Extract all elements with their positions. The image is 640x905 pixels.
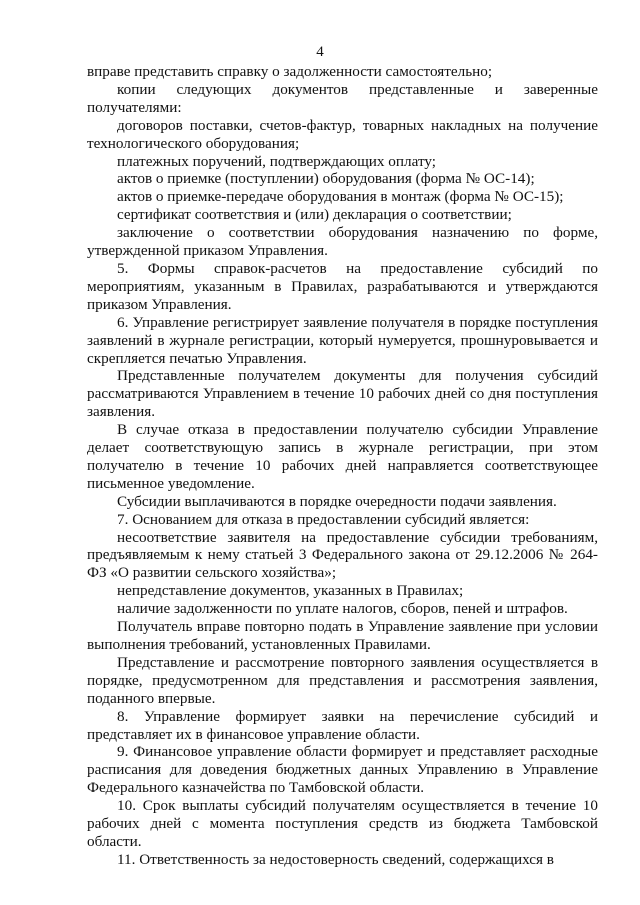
paragraph: Представленные получателем документы для получения субсидий рассматриваются Управлением в течение 10 рабочих дней со дня поступления заявления.	[87, 367, 598, 421]
paragraph: Представление и рассмотрение повторного заявления осуществляется в порядке, предусмотренном для представления и рассмотрения заявления, поданного впервые.	[87, 653, 598, 707]
paragraph: актов о приемке-передаче оборудования в монтаж (форма № ОС-15);	[117, 188, 564, 206]
paragraph: наличие задолженности по уплате налогов, сборов, пеней и штрафов.	[117, 600, 568, 618]
paragraph: 9. Финансовое управление области формирует и представляет расходные расписания для доведения бюджетных данных Управлению в Управление Федерального казначейства по Тамбовской области.	[87, 743, 598, 797]
paragraph: В случае отказа в предоставлении получателю субсидии Управление делает соответствующую запись в журнале регистрации, при этом получателю в течение 10 рабочих дней направляется соответствующее письменное уведомление.	[87, 421, 598, 492]
paragraph: несоответствие заявителя на предоставление субсидии требованиям, предъявляемым к нему статьей 3 Федерального закона от 29.12.2006 № 264-ФЗ «О развитии сельского хозяйства»;	[87, 528, 598, 582]
paragraph: заключение о соответствии оборудования назначению по форме, утвержденной приказом Управления.	[87, 224, 598, 260]
page-number: 4	[316, 44, 324, 60]
paragraph: Субсидии выплачиваются в порядке очередности подачи заявления.	[117, 492, 557, 510]
paragraph: 10. Срок выплаты субсидий получателям осуществляется в течение 10 рабочих дней с момента поступления средств из бюджета Тамбовской области.	[87, 797, 598, 850]
document-body	[87, 63, 598, 869]
paragraph: актов о приемке (поступлении) оборудования (форма № ОС-14);	[117, 170, 535, 188]
paragraph: сертификат соответствия и (или) декларация о соответствии;	[117, 206, 512, 224]
paragraph: 6. Управление регистрирует заявление получателя в порядке поступления заявлений в журнале регистрации, который нумеруется, прошнуровывается и скрепляется печатью Управления.	[87, 313, 598, 367]
paragraph: вправе представить справку о задолженности самостоятельно;	[87, 63, 493, 80]
paragraph: непредставление документов, указанных в Правилах;	[117, 582, 464, 600]
paragraph: 8. Управление формирует заявки на перечисление субсидий и представляет их в финансовое управление области.	[87, 707, 598, 743]
paragraph: договоров поставки, счетов-фактур, товарных накладных на получение технологического оборудования;	[87, 116, 598, 152]
paragraph: 7. Основанием для отказа в предоставлении субсидий является:	[117, 510, 530, 528]
paragraph: Получатель вправе повторно подать в Управление заявление при условии выполнения требований, установленных Правилами.	[87, 618, 598, 653]
paragraph: копии следующих документов представленные и заверенные получателями:	[87, 80, 598, 116]
paragraph: 11. Ответственность за недостоверность сведений, содержащихся в	[117, 850, 554, 868]
paragraph: 5. Формы справок-расчетов на предоставление субсидий по мероприятиям, указанным в Правилах, разрабатываются и утверждаются приказом Управления.	[87, 259, 598, 313]
paragraph: платежных поручений, подтверждающих оплату;	[117, 152, 436, 170]
